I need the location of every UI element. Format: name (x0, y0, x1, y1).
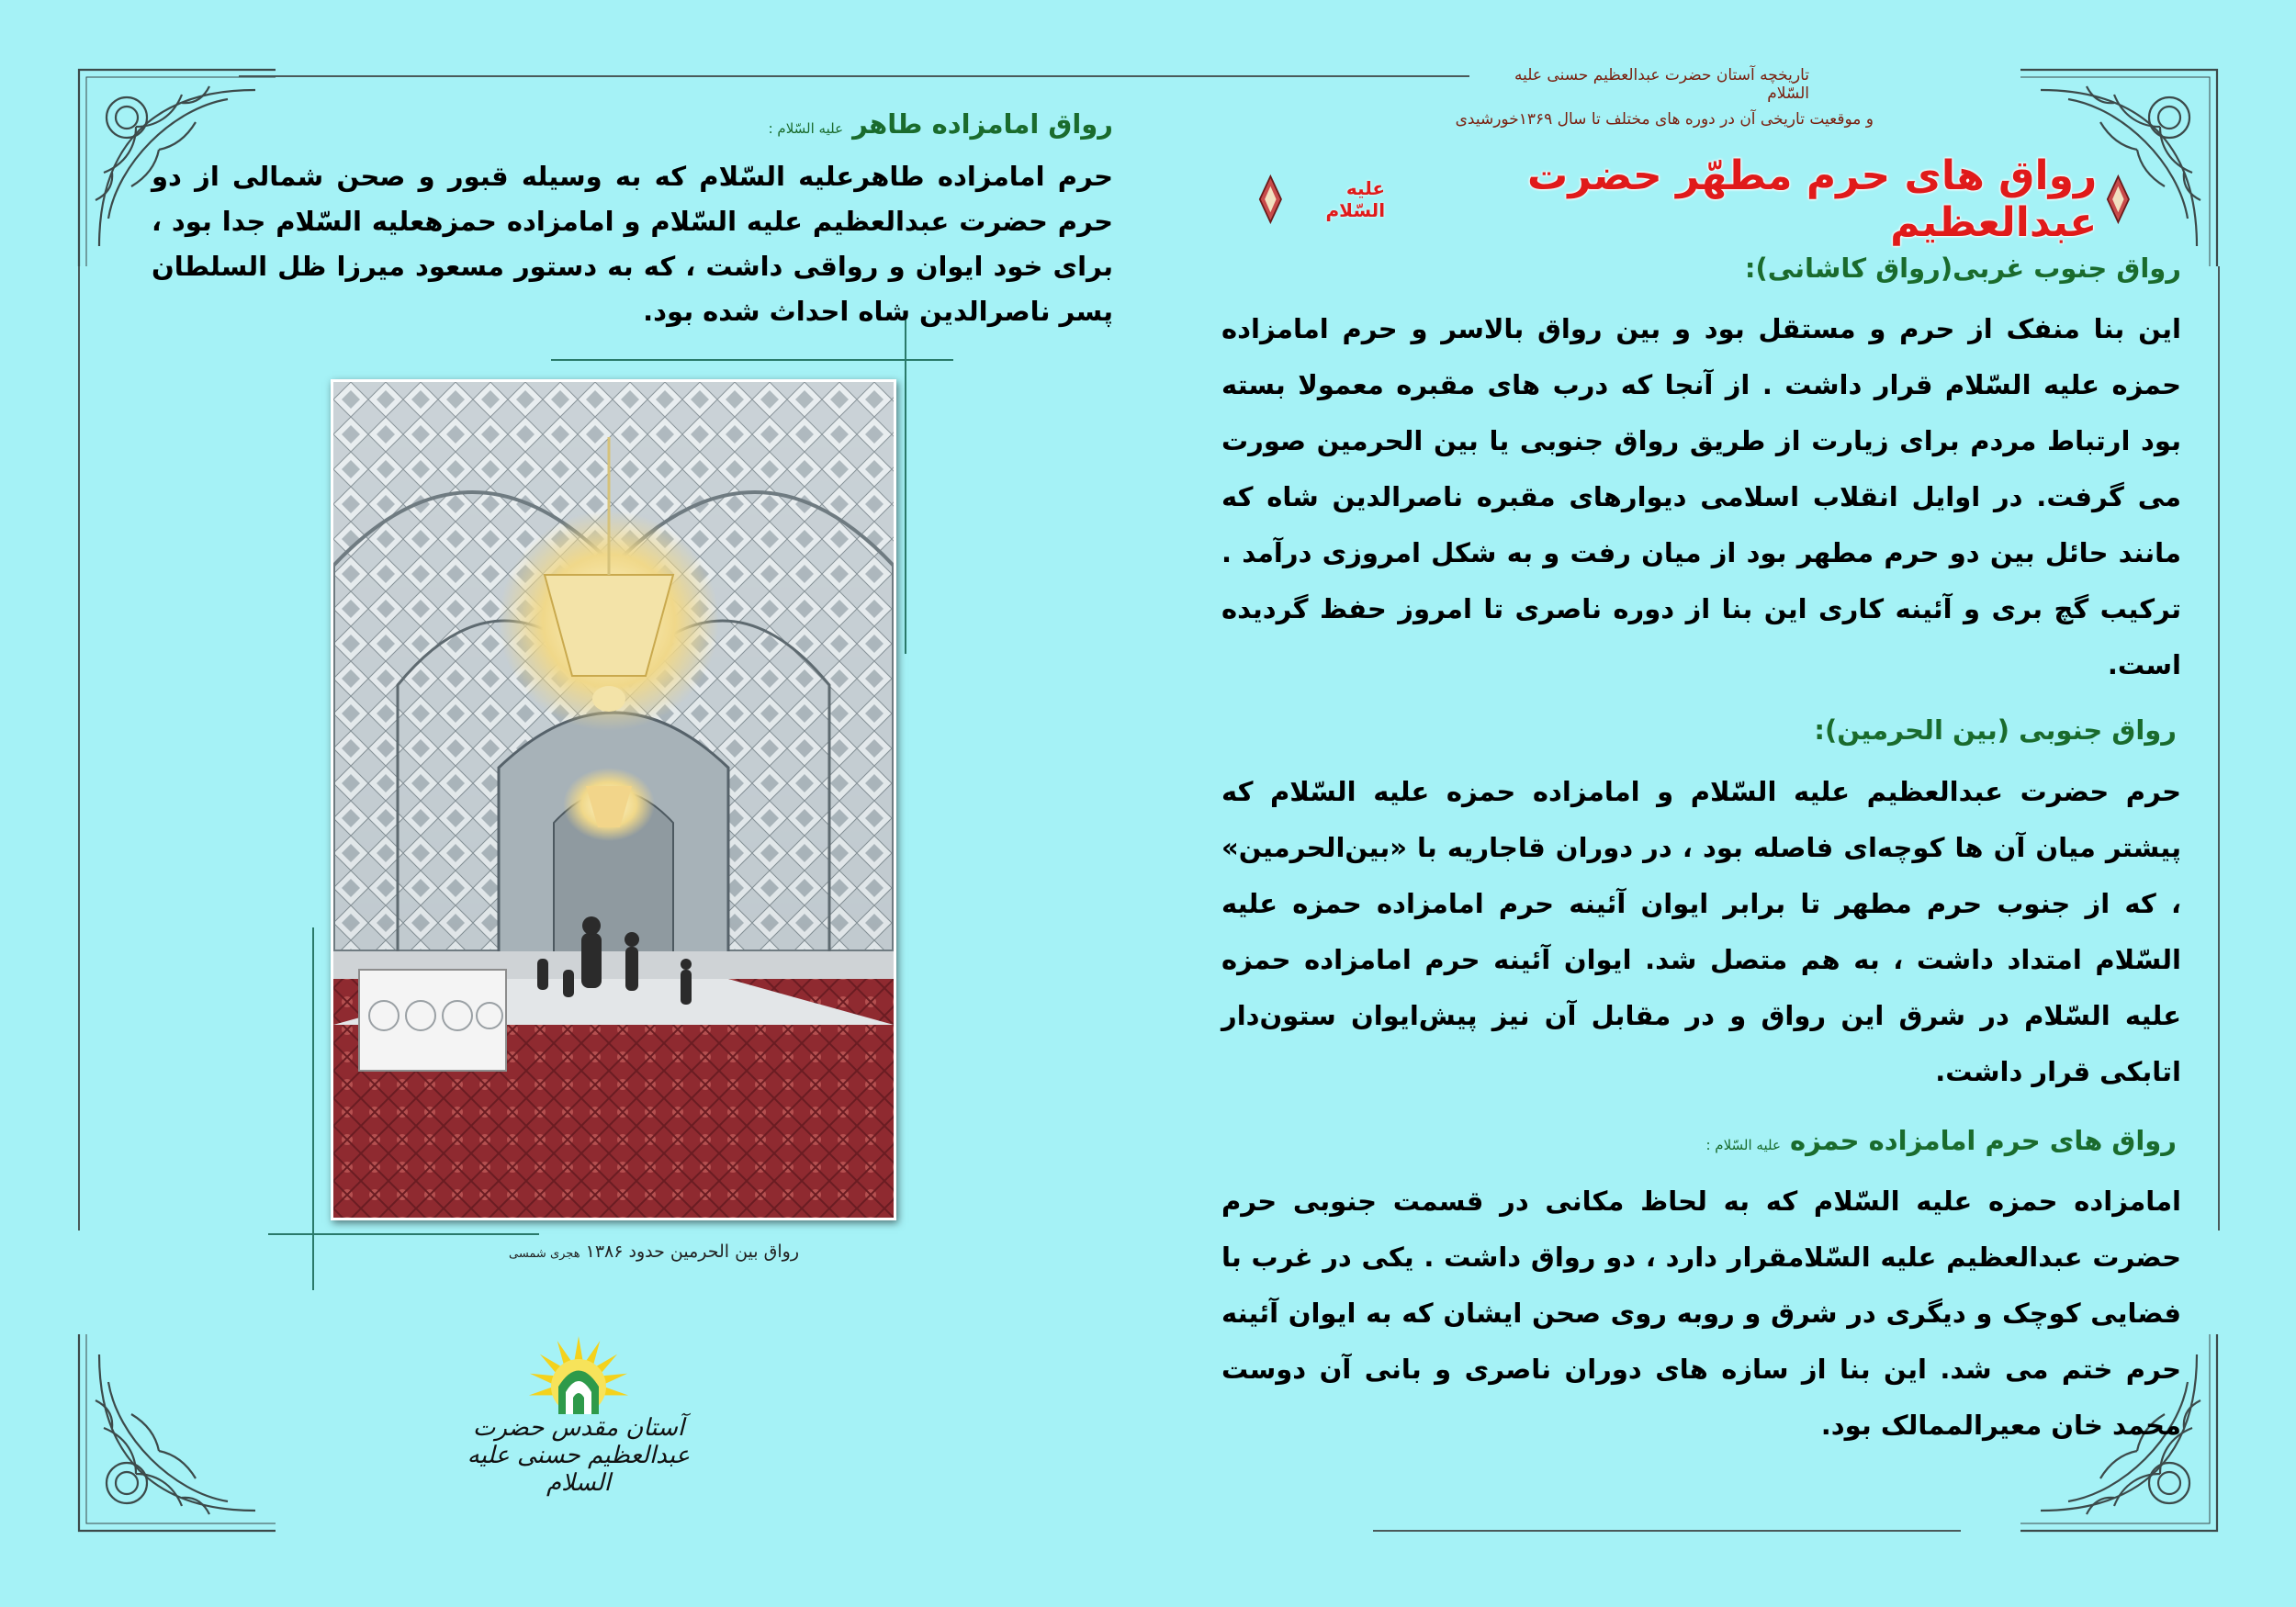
photo-guide-line (551, 359, 953, 361)
title-suffix: علیه السّلام (1325, 177, 1386, 221)
photo-caption (441, 1242, 799, 1262)
section-heading-hamzeh-suffix: علیه السّلام : (1705, 1137, 1781, 1153)
section-body-beynolharamein: حرم حضرت عبدالعظیم علیه السّلام و امامزاده حمزه علیه السّلام که پیشتر میان آن ها کوچه‌ای فاصله بود ، در دوران قاجاریه با «بین‌الحرمین» ، که از جنوب حرم مطهر تا برابر ایوان آئینه حرم امامزاده حمزه علیه السّلام امتداد داشت ، به هم متصل شد. ایوان آئینه حرم امامزاده حمزه علیه السّلام در شرق این رواق و در مقابل آن نیز پیش‌ایوان ستون‌دار اتابکی قرار داشت. (1221, 776, 2181, 1087)
title-ornament-icon (1258, 172, 1283, 227)
photo-mirror-hall (331, 379, 896, 1220)
frame-top-left-line (239, 75, 1469, 77)
section-heading-beynolharamein: رواق جنوبی (بین الحرمین): (1814, 714, 2177, 746)
section-body-hamzeh: امامزاده حمزه علیه السّلام که به لحاظ مکانی در قسمت جنوبی حرم حضرت عبدالعظیم علیه السّلامقرار دارد ، دو رواق داشت . یکی در غرب با فضایی کوچک و دیگری در شرق و روبه روی صحن ایشان که به ایوان آئینه حرم ختم می شد. این بنا از سازه های دوران ناصری و بانی آن دوست محمد خان معیرالممالک بود. (1221, 1186, 2181, 1441)
title-ornament-icon (2106, 172, 2131, 227)
page-title (1258, 152, 2131, 246)
header-subtitle-1: تاریخچه آستان حضرت عبدالعظیم حسنی علیه السّلام (1514, 66, 1809, 103)
section-heading-taher (276, 108, 1113, 140)
photo-guide-line (905, 314, 906, 654)
frame-right-line (2218, 266, 2220, 1231)
astan-logo-text: آستان مقدس حضرت عبدالعظیم حسنی علیه السلام (467, 1414, 691, 1497)
section-heading-kashani: رواق جنوب غربی(رواق کاشانی): (1744, 253, 2181, 284)
photo-caption-text: رواق بین الحرمین حدود ۱۳۸۶ (585, 1242, 799, 1262)
section-heading-taher-suffix: علیه السّلام : (768, 120, 844, 137)
mirror-hall-image (333, 382, 894, 1218)
frame-left-line (78, 266, 80, 1231)
section-body-kashani: این بنا منفک از حرم و مستقل بود و بین رواق بالاسر و حرم امامزاده حمزه علیه السّلام قرار داشت . از آنجا که درب های مقبره معمولا بسته بود ارتباط مردم برای زیارت از طریق رواق جنوبی یا بین الحرمین صورت می گرفت. در اوایل انقلاب اسلامی دیوارهای مقبره ناصرالدین شاه که مانند حائل بین دو حرم مطهر بود از میان رفت و به شکل امروزی درآمد . ترکیب گچ بری و آئینه کاری این بنا از دوره ناصری تا امروز حفظ گردیده است. (1221, 313, 2181, 680)
header-subtitle-2: و موقعیت تاریخی آن در دوره های مختلف تا سال ۱۳۶۹خورشیدی (1455, 110, 1874, 129)
section-heading-hamzeh-text: رواق های حرم امامزاده حمزه (1790, 1125, 2177, 1156)
corner-ornament-icon (72, 1327, 283, 1538)
frame-bottom-line (1373, 1530, 1961, 1532)
photo-caption-suffix: هجری شمسی (508, 1247, 580, 1261)
title-text: رواق های حرم مطهّر حضرت عبدالعظیم (1527, 152, 2098, 246)
photo-guide-line (312, 927, 314, 1290)
section-heading-hamzeh (1469, 1125, 2177, 1156)
section-heading-taher-text: رواق امامزاده طاهر (852, 108, 1113, 140)
photo-guide-line (268, 1233, 539, 1235)
section-body-taher: حرم امامزاده طاهرعلیه السّلام که به وسیله قبور و صحن شمالی از دو حرم حضرت عبدالعظیم علیه السّلام و امامزاده حمزهعلیه السّلام جدا بود ، برای خود ایوان و رواقی داشت ، که به دستور مسعود میرزا ظل السلطان پسر ناصرالدین شاه احداث شده بود. (152, 161, 1113, 327)
